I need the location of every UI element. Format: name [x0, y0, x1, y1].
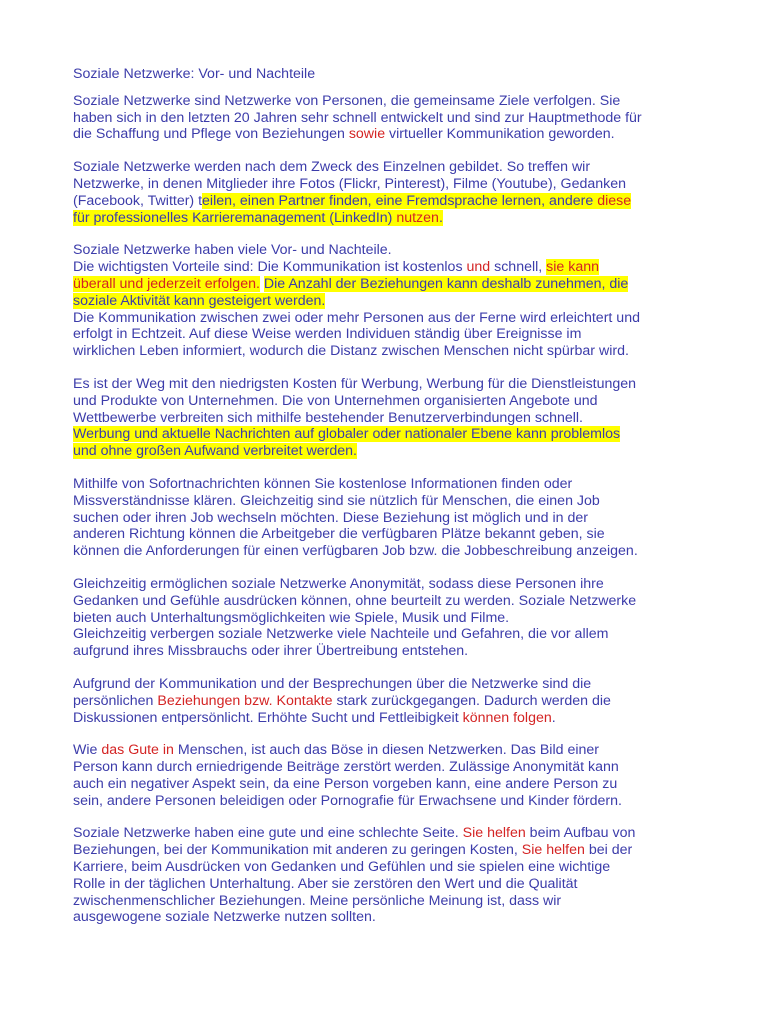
paragraph [73, 242, 708, 360]
text-line [73, 110, 708, 127]
text-run: Netzwerke, in denen Mitglieder ihre Fotos (Flickr, Pinterest), Filme (Youtube), Gedanken [73, 175, 627, 192]
text-run: können die Anforderungen für einen verfügbaren Job bzw. die Jobbeschreibung anzeigen. [73, 543, 638, 560]
text-run: ausgewogene soziale Netzwerke nutzen sollten. [73, 909, 376, 926]
text-run: Diskussionen entpersönlicht. Erhöhte Sucht und Fettleibigkeit [73, 709, 463, 726]
text-run: bei der [584, 842, 633, 859]
text-run: Aufgrund der Kommunikation und der Besprechungen über die Netzwerke sind die [73, 675, 592, 692]
paragraph [73, 93, 708, 143]
text-line [73, 326, 708, 343]
text-line [73, 676, 708, 693]
text-line [73, 693, 708, 710]
highlighted-text: für professionelles Karrieremanagement (LinkedIn) [73, 209, 397, 226]
document-body [73, 93, 708, 926]
text-line [73, 393, 708, 410]
emphasis-text: Sie helfen [462, 825, 526, 842]
text-run: und Produkte von Unternehmen. Die von Unternehmen organisierten Angebote und [73, 392, 598, 409]
text-line [73, 876, 708, 893]
document-title: Soziale Netzwerke: Vor- und Nachteile [73, 66, 316, 82]
text-run: wirklichen Leben informiert, wodurch die Distanz zwischen Menschen nicht spürbar wird. [73, 343, 629, 360]
text-line [73, 793, 708, 810]
text-line [73, 410, 708, 427]
text-run: (Facebook, Twitter) t [73, 192, 203, 209]
text-line [73, 742, 708, 759]
emphasis-text: Sie helfen [521, 842, 585, 859]
text-run: Wie [73, 742, 102, 759]
text-run: beim Aufbau von [525, 825, 636, 842]
text-run: suchen oder ihren Job wechseln möchten. Diese Beziehung ist möglich und in der [73, 509, 588, 526]
text-run: haben sich in den letzten 20 Jahren sehr schnell entwickelt und sind zur Hauptmethode für [73, 109, 642, 126]
text-line [73, 343, 708, 360]
highlighted-text: sie kann [546, 259, 600, 276]
text-line [73, 909, 708, 926]
highlighted-text: überall und jederzeit erfolgen. [73, 275, 260, 292]
text-run: Die Kommunikation zwischen zwei oder mehr Personen aus der Ferne wird erleichtert und [73, 309, 640, 326]
emphasis-text: Beziehungen bzw. Kontakte [157, 692, 333, 709]
highlighted-text: soziale Aktivität kann gesteigert werden. [73, 292, 326, 309]
text-run: persönlichen [73, 692, 158, 709]
paragraph [73, 159, 708, 226]
text-line [73, 426, 708, 443]
text-line [73, 626, 708, 643]
text-line [73, 193, 708, 210]
text-run: zwischenmenschlicher Beziehungen. Meine persönliche Meinung ist, dass wir [73, 892, 562, 909]
text-run: Missverständnisse klären. Gleichzeitig sind sie nützlich für Menschen, die einen Job [73, 492, 600, 509]
text-line [73, 376, 708, 393]
text-line [73, 210, 708, 227]
text-run: Beziehungen, bei der Kommunikation mit anderen zu geringen Kosten, [73, 842, 522, 859]
paragraph [73, 376, 708, 460]
text-line [73, 526, 708, 543]
text-line [73, 776, 708, 793]
emphasis-text: können folgen [462, 709, 552, 726]
text-line [73, 859, 708, 876]
highlighted-text: eilen, einen Partner finden, eine Fremdsprache lernen, andere [202, 192, 598, 209]
text-line [73, 310, 708, 327]
text-line [73, 443, 708, 460]
text-run: sein, andere Personen beleidigen oder Pornografie für Erwachsene und Kinder fördern. [73, 792, 622, 809]
paragraph [73, 742, 708, 809]
text-line [73, 126, 708, 143]
highlighted-text: nutzen [396, 209, 439, 226]
text-run: . [551, 709, 556, 726]
text-run: stark zurückgegangen. Dadurch werden die [332, 692, 611, 709]
text-run: Karriere, beim Ausdrücken von Gedanken und Gefühlen und sie spielen eine wichtige [73, 859, 611, 876]
text-line [73, 493, 708, 510]
highlighted-text: Werbung und aktuelle Nachrichten auf globaler oder nationaler Ebene kann problemlos [73, 426, 621, 443]
text-line [73, 610, 708, 627]
highlighted-text: diese [597, 192, 632, 209]
text-line [73, 643, 708, 660]
text-run: aufgrund ihres Missbrauchs oder ihrer Übertreibung entstehen. [73, 643, 469, 660]
highlighted-text: . [438, 209, 443, 226]
text-run: Person kann durch erniedrigende Beiträge zerstört werden. Zulässige Anonymität kann [73, 759, 619, 776]
emphasis-text: das Gute in [101, 742, 174, 759]
text-run: virtueller Kommunikation geworden. [385, 126, 615, 143]
text-line [73, 893, 708, 910]
highlighted-text: Die Anzahl der Beziehungen kann deshalb zunehmen, die [263, 275, 629, 292]
text-run: Soziale Netzwerke sind Netzwerke von Personen, die gemeinsame Ziele verfolgen. Sie [73, 92, 621, 109]
text-run: schnell, [490, 259, 547, 276]
text-run: auch ein negativer Aspekt sein, da eine Person vorgeben kann, eine andere Person zu [73, 775, 618, 792]
text-line [73, 710, 708, 727]
text-line [73, 759, 708, 776]
text-line [73, 543, 708, 560]
text-line [73, 476, 708, 493]
text-line [73, 276, 708, 293]
emphasis-text: sowie [348, 126, 386, 143]
text-line [73, 510, 708, 527]
text-line [73, 242, 708, 259]
paragraph [73, 476, 708, 560]
text-run: Gleichzeitig ermöglichen soziale Netzwerke Anonymität, sodass diese Personen ihre [73, 575, 604, 592]
text-run: Menschen, ist auch das Böse in diesen Netzwerken. Das Bild einer [173, 742, 599, 759]
text-run: bieten auch Unterhaltungsmöglichkeiten wie Spiele, Musik und Filme. [73, 609, 510, 626]
text-line [73, 576, 708, 593]
emphasis-text: und [466, 259, 491, 276]
text-run: Die wichtigsten Vorteile sind: Die Kommunikation ist kostenlos [73, 259, 467, 276]
paragraph [73, 676, 708, 726]
text-line [73, 93, 708, 110]
text-line [73, 176, 708, 193]
text-run: Soziale Netzwerke haben viele Vor- und Nachteile. [73, 242, 392, 259]
text-line [73, 825, 708, 842]
text-run: Gedanken und Gefühle ausdrücken können, ohne beurteilt zu werden. Soziale Netzwerke [73, 592, 637, 609]
paragraph [73, 825, 708, 926]
text-run: Wettbewerbe verbreiten sich mithilfe bestehender Benutzerverbindungen schnell. [73, 409, 583, 426]
text-run: Gleichzeitig verbergen soziale Netzwerke viele Nachteile und Gefahren, die vor allem [73, 626, 609, 643]
text-line [73, 842, 708, 859]
text-line [73, 593, 708, 610]
text-run: anderen Richtung können die Arbeitgeber die verfügbaren Plätze bekannt geben, sie [73, 526, 605, 543]
text-run: Soziale Netzwerke haben eine gute und eine schlechte Seite. [73, 825, 463, 842]
text-run: Soziale Netzwerke werden nach dem Zweck des Einzelnen gebildet. So treffen wir [73, 159, 591, 176]
text-line [73, 293, 708, 310]
text-run: die Schaffung und Pflege von Beziehungen [73, 126, 349, 143]
highlighted-text: und ohne großen Aufwand verbreitet werden. [73, 443, 357, 460]
text-run: Es ist der Weg mit den niedrigsten Kosten für Werbung, Werbung für die Dienstleistungen [73, 375, 637, 392]
text-run: erfolgt in Echtzeit. Auf diese Weise werden Individuen ständig über Ereignisse im [73, 326, 582, 343]
text-line [73, 259, 708, 276]
text-run: Rolle in der täglichen Unterhaltung. Aber sie zerstören den Wert und die Qualität [73, 875, 578, 892]
text-line [73, 159, 708, 176]
text-run: Mithilfe von Sofortnachrichten können Sie kostenlose Informationen finden oder [73, 475, 573, 492]
paragraph [73, 576, 708, 660]
